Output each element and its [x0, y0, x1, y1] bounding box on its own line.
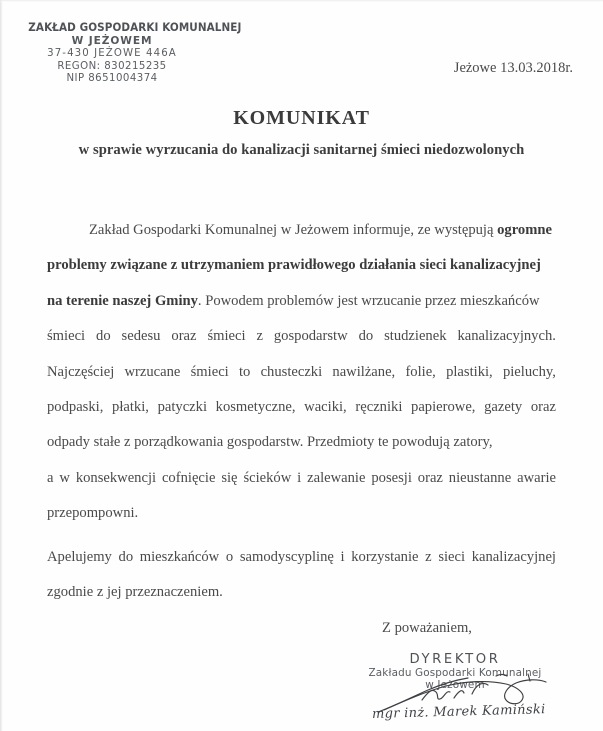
body-word: korzystanie	[351, 548, 419, 565]
body-line	[47, 364, 556, 399]
body-line	[47, 584, 556, 619]
body-word: posesji	[371, 469, 412, 486]
body-line	[47, 257, 556, 292]
body-word: to	[238, 363, 251, 380]
body-word: cofnięcie	[161, 469, 216, 486]
body-word: o	[225, 548, 234, 565]
body-word: do	[96, 328, 111, 345]
body-word: do	[358, 328, 374, 345]
body-word: Najczęściej	[47, 363, 115, 380]
body-text-run: . Powodem problemów jest wrzucanie przez mieszkańców	[197, 292, 540, 309]
body-line	[47, 549, 556, 584]
body-word: do	[118, 548, 134, 565]
body-word: konsekwencji	[75, 469, 157, 486]
body-word: z	[425, 548, 432, 565]
body-word: mieszkańców	[139, 548, 220, 565]
body-word: śmieci	[190, 363, 229, 380]
body-word: kosmetyczne,	[215, 398, 296, 415]
body-word: i	[340, 548, 345, 565]
body-word: studzienek	[384, 328, 447, 345]
body-word: płatki,	[112, 398, 149, 415]
place-and-date: Jeżowe 13.03.2018r.	[453, 60, 573, 76]
header-stamp	[22, 21, 242, 85]
body-text-run-bold: na terenie naszej Gminy	[47, 292, 198, 309]
body-word: gospodarstw	[273, 328, 348, 345]
scan-edge-top	[0, 0, 603, 2]
signature-place: w Jeżowem	[425, 679, 485, 692]
body-word: plastiki,	[446, 363, 493, 380]
body-text-run-bold: ogromne	[497, 222, 552, 238]
page-title: KOMUNIKAT	[233, 107, 370, 129]
body-word: śmieci	[207, 328, 246, 345]
body-word: oraz	[530, 398, 556, 415]
signature-stamp	[350, 652, 560, 692]
body-line	[47, 222, 556, 257]
header-stamp-line-2: W JEŻOWEM	[71, 34, 153, 47]
signature-organization: Zakładu Gospodarki Komunalnej	[368, 667, 542, 680]
body-line	[47, 505, 556, 540]
header-stamp-regon: REGON: 830215235	[57, 60, 167, 72]
page-subtitle: w sprawie wyrzucania do kanalizacji sanitarnej śmieci niedozwolonych	[78, 142, 525, 158]
body-word: śmieci	[47, 328, 86, 345]
body-word: zalewanie	[307, 469, 366, 486]
header-stamp-nip: NIP 8651004374	[66, 73, 158, 85]
body-word: awarie	[517, 469, 556, 486]
body-word: oraz	[171, 328, 197, 345]
body-word: się	[221, 469, 238, 486]
signature-name: mgr inż. Marek Kamiński	[371, 702, 546, 722]
signature-role: DYREKTOR	[409, 652, 501, 667]
closing-salutation: Z poważaniem,	[382, 620, 472, 636]
header-stamp-line-1: ZAKŁAD GOSPODARKI KOMUNALNEJ	[28, 21, 242, 34]
body-line	[47, 293, 556, 328]
body-text-run: odpady stałe z porządkowania gospodarstw. Przedmioty te powodują zatory,	[47, 434, 493, 451]
body-word: patyczki	[157, 398, 207, 415]
document-body	[47, 222, 556, 619]
body-word: podpaski,	[47, 398, 104, 415]
body-word: i	[297, 469, 302, 486]
paragraph-gap	[47, 541, 556, 549]
body-word: a	[47, 469, 54, 486]
body-word: folie,	[405, 363, 436, 380]
body-word: Apelujemy	[47, 548, 112, 565]
body-word: nieustanne	[448, 469, 512, 486]
body-word: ścieków	[243, 469, 292, 486]
body-text-run: przepompowni.	[47, 505, 139, 522]
body-line	[47, 328, 556, 363]
body-word: wrzucane	[124, 363, 181, 380]
body-word: pieluchy,	[502, 363, 556, 380]
body-word: papierowe,	[411, 398, 476, 415]
body-word: kanalizacyjnej	[471, 548, 556, 565]
body-word: z	[256, 328, 263, 345]
body-word: sedesu	[121, 328, 161, 345]
body-word: chusteczki	[260, 363, 323, 380]
header-stamp-line-3: 37-430 JEŻOWE 446A	[47, 48, 177, 60]
body-word: samodyscyplinę	[239, 548, 334, 565]
body-text-run: Zakład Gospodarki Komunalnej w Jeżowem informuje, ze występują	[89, 222, 498, 238]
body-word: kanalizacyjnych.	[457, 328, 556, 345]
body-line	[47, 434, 556, 469]
signature-block	[350, 652, 560, 726]
body-word: nawilżane,	[332, 363, 396, 380]
body-word: oraz	[417, 469, 443, 486]
body-text-run: zgodnie z jej przeznaczeniem.	[47, 583, 223, 600]
body-word: sieci	[438, 548, 466, 565]
body-word: w	[59, 469, 70, 486]
body-word: ręczniki	[355, 398, 403, 415]
body-word: waciki,	[304, 398, 347, 415]
body-text-run-bold: problemy związane z utrzymaniem prawidłowego działania sieci kanalizacyjnej	[47, 257, 541, 274]
body-line	[47, 470, 556, 505]
body-word: gazety	[484, 398, 523, 415]
body-line	[47, 399, 556, 434]
